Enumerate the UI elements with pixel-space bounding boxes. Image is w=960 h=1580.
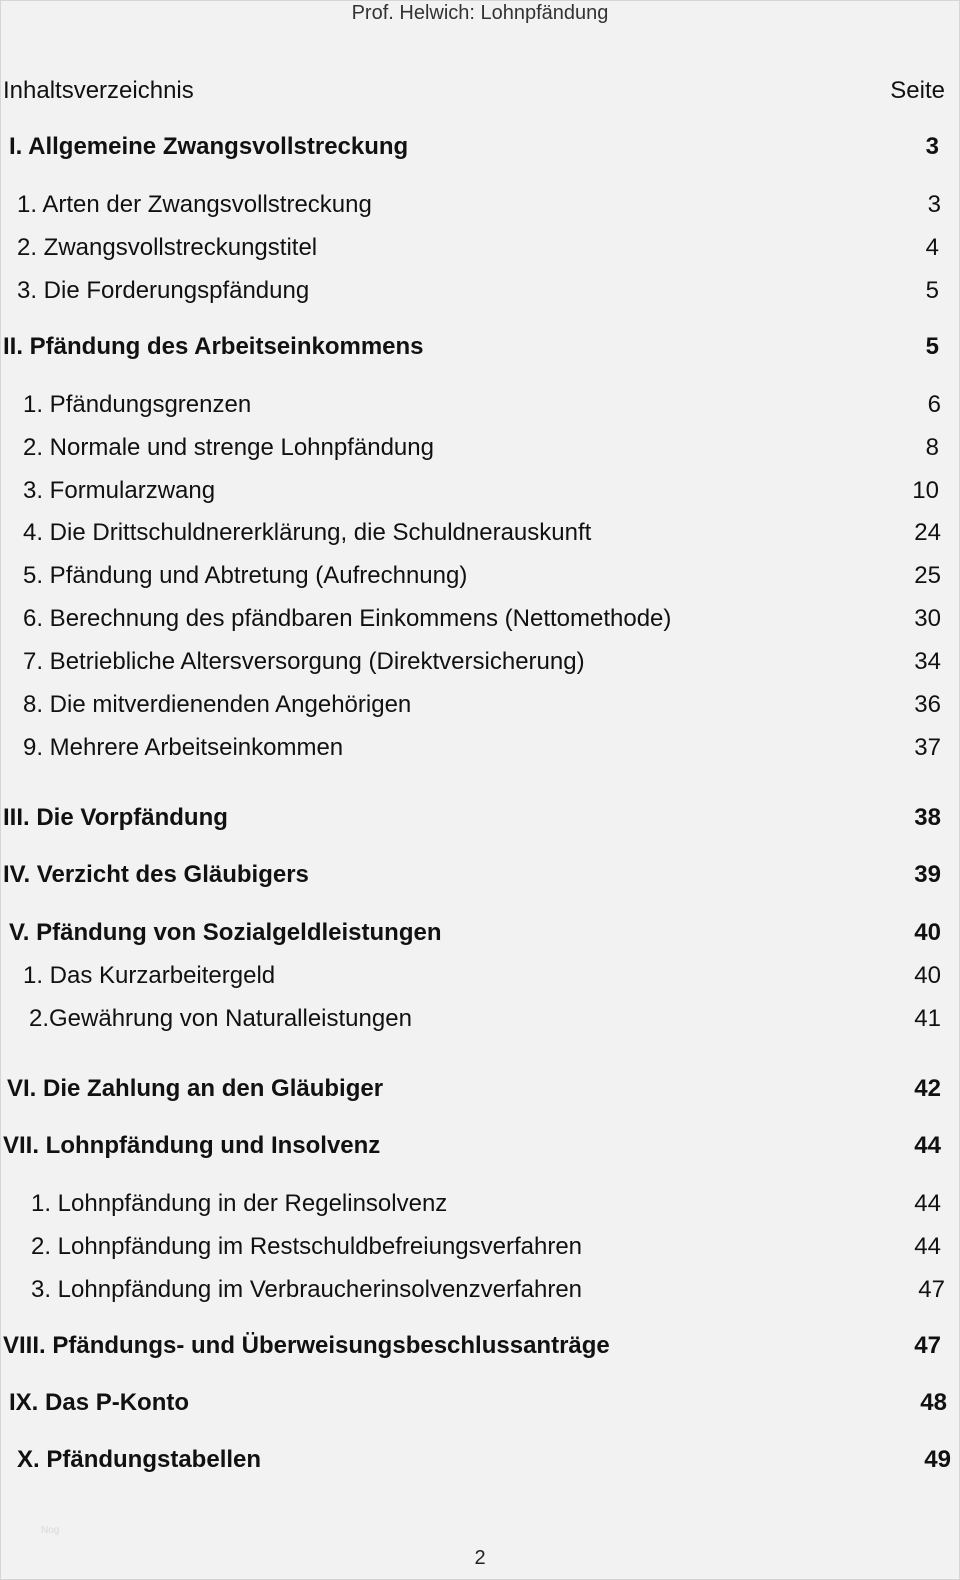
toc-entry xyxy=(9,917,941,949)
toc-entry-title: 1. Arten der Zwangsvollstreckung xyxy=(17,191,372,218)
toc-entry-title: 6. Berechnung des pfändbaren Einkommens (Nettomethode) xyxy=(23,605,672,632)
toc-entry-title: X. Pfändungstabellen xyxy=(17,1446,262,1473)
toc-entry-title: 3. Formularzwang xyxy=(23,477,216,504)
toc-entry-title: IV. Verzicht des Gläubigers xyxy=(3,861,309,888)
toc-entry-title: 5. Pfändung und Abtretung (Aufrechnung) xyxy=(23,562,468,589)
toc-entry xyxy=(23,960,941,992)
toc-entry-title: VIII. Pfändungs- und Überweisungsbeschlussanträge xyxy=(3,1332,610,1359)
toc-entry-title: 2. Normale und strenge Lohnpfändung xyxy=(23,434,434,461)
toc-entry-page: 40 xyxy=(914,962,941,989)
toc-entry xyxy=(23,732,941,764)
toc-entry xyxy=(17,232,939,264)
toc-entry-page: 41 xyxy=(914,1005,941,1032)
toc-entry xyxy=(17,275,939,307)
toc-entry xyxy=(23,603,941,635)
toc-label: Inhaltsverzeichnis xyxy=(3,77,194,104)
toc-entry-title: 3. Die Forderungspfändung xyxy=(17,277,310,304)
toc-entry-page: 44 xyxy=(914,1233,941,1260)
toc-entry xyxy=(29,1003,941,1035)
toc-entry-page: 24 xyxy=(914,519,941,546)
toc-entry-page: 42 xyxy=(914,1075,941,1102)
toc-entry-title: 2. Lohnpfändung im Restschuldbefreiungsverfahren xyxy=(31,1233,583,1260)
toc-entry xyxy=(3,802,941,834)
toc-entry xyxy=(7,1073,941,1105)
toc-entry-page: 44 xyxy=(914,1132,941,1159)
toc-entry-title: VI. Die Zahlung an den Gläubiger xyxy=(7,1075,384,1102)
toc-entry-page: 36 xyxy=(914,691,941,718)
toc-entry-title: 2.Gewährung von Naturalleistungen xyxy=(29,1005,412,1032)
toc-entry-title: 4. Die Drittschuldnererklärung, die Schuldnerauskunft xyxy=(23,519,592,546)
toc-entry-page: 47 xyxy=(918,1276,945,1303)
toc-entry-title: 1. Das Kurzarbeitergeld xyxy=(23,962,276,989)
toc-entry xyxy=(31,1188,941,1220)
toc-entry-page: 3 xyxy=(927,191,941,218)
toc-entry xyxy=(17,189,941,221)
page-column-label: Seite xyxy=(890,77,945,104)
toc-entry xyxy=(3,859,941,891)
toc-entry-page: 39 xyxy=(914,861,941,888)
toc-entry xyxy=(31,1231,941,1263)
toc-entry xyxy=(23,432,939,464)
toc-entry-title: 7. Betriebliche Altersversorgung (Direktversicherung) xyxy=(23,648,585,675)
toc-entry xyxy=(23,689,941,721)
toc-entry xyxy=(3,331,939,363)
toc-entry-title: 3. Lohnpfändung im Verbraucherinsolvenzverfahren xyxy=(31,1276,583,1303)
toc-entry xyxy=(17,1444,951,1476)
toc-entry xyxy=(23,646,941,678)
page-number: 2 xyxy=(474,1547,486,1569)
toc-entry-page: 30 xyxy=(914,605,941,632)
toc-entry-page: 4 xyxy=(925,234,939,261)
toc-entry xyxy=(23,475,939,507)
toc-entry-title: 9. Mehrere Arbeitseinkommen xyxy=(23,734,344,761)
toc-entry xyxy=(23,389,941,421)
toc-entry xyxy=(31,1274,945,1306)
toc-entry xyxy=(23,560,941,592)
toc-entry-title: IX. Das P-Konto xyxy=(9,1389,190,1416)
toc-entry-page: 3 xyxy=(925,133,939,160)
toc-entry-page: 44 xyxy=(914,1190,941,1217)
toc-entry-page: 37 xyxy=(914,734,941,761)
toc-entry-page: 5 xyxy=(925,277,939,304)
toc-entry xyxy=(23,517,941,549)
toc-entry-title: V. Pfändung von Sozialgeldleistungen xyxy=(9,919,442,946)
toc-entry-title: 1. Pfändungsgrenzen xyxy=(23,391,252,418)
toc-entry-page: 40 xyxy=(914,919,941,946)
toc-entry-title: III. Die Vorpfändung xyxy=(3,804,228,831)
toc-entry-page: 25 xyxy=(914,562,941,589)
toc-entry-page: 47 xyxy=(914,1332,941,1359)
toc-entry-title: 8. Die mitverdienenden Angehörigen xyxy=(23,691,412,718)
page-header: Prof. Helwich: Lohnpfändung xyxy=(351,2,609,24)
toc-entry-page: 38 xyxy=(914,804,941,831)
toc-heading-row xyxy=(3,75,945,107)
toc-entry-page: 48 xyxy=(920,1389,947,1416)
toc-entry-page: 6 xyxy=(927,391,941,418)
toc-entry xyxy=(9,1387,947,1419)
toc-entry-title: VII. Lohnpfändung und Insolvenz xyxy=(3,1132,381,1159)
toc-entry-page: 5 xyxy=(925,333,939,360)
toc-entry-page: 49 xyxy=(924,1446,951,1473)
watermark: Nog xyxy=(41,1525,60,1536)
toc-entry-title: 1. Lohnpfändung in der Regelinsolvenz xyxy=(31,1190,448,1217)
toc-entry-page: 8 xyxy=(925,434,939,461)
toc-entry-title: 2. Zwangsvollstreckungstitel xyxy=(17,234,318,261)
toc-entry-page: 34 xyxy=(914,648,941,675)
toc-entry-title: II. Pfändung des Arbeitseinkommens xyxy=(3,333,424,360)
toc-entry-title: I. Allgemeine Zwangsvollstreckung xyxy=(9,133,409,160)
toc-entry xyxy=(9,131,939,163)
toc-entry xyxy=(3,1130,941,1162)
toc-entry xyxy=(3,1330,941,1362)
toc-entry-page: 10 xyxy=(912,477,939,504)
